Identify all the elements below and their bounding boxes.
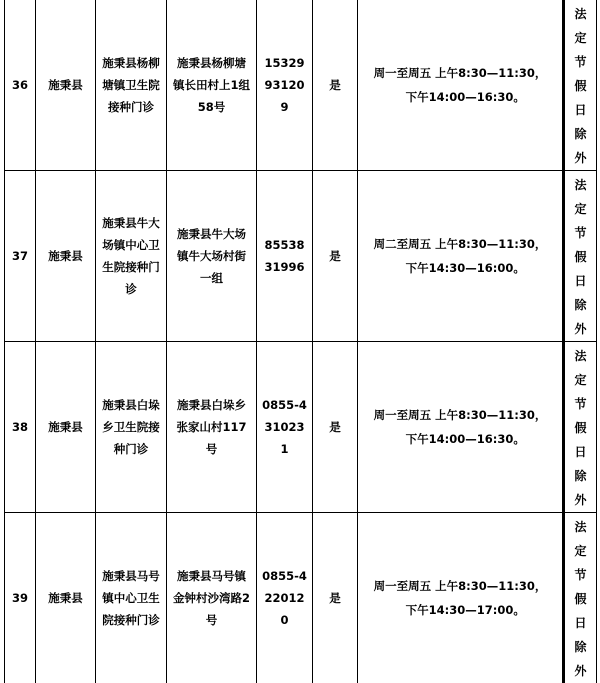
yes-cell: 是 bbox=[313, 342, 358, 513]
phone-cell: 0855-4220120 bbox=[257, 513, 313, 683]
note-char: 假 bbox=[565, 74, 596, 98]
county-cell: 施秉县 bbox=[36, 342, 96, 513]
phone-cell: 8553831996 bbox=[257, 171, 313, 342]
clinic-table bbox=[4, 0, 597, 683]
note-char: 日 bbox=[565, 611, 596, 635]
note-char: 节 bbox=[565, 221, 596, 245]
hours-text bbox=[374, 61, 547, 109]
note-char: 日 bbox=[565, 269, 596, 293]
address-cell: 施秉县马号镇金钟村沙湾路2号 bbox=[167, 513, 257, 683]
clinic-name-cell: 施秉县白垛乡卫生院接种门诊 bbox=[96, 342, 167, 513]
note-char: 定 bbox=[565, 368, 596, 392]
table-body bbox=[5, 0, 597, 683]
note-text bbox=[565, 173, 596, 341]
county-cell: 施秉县 bbox=[36, 513, 96, 683]
note-text bbox=[565, 2, 596, 170]
county-cell: 施秉县 bbox=[36, 171, 96, 342]
clinic-name-cell: 施秉县杨柳塘镇卫生院接种门诊 bbox=[96, 0, 167, 171]
note-char: 除 bbox=[565, 464, 596, 488]
address-cell: 施秉县杨柳塘镇长田村上1组58号 bbox=[167, 0, 257, 171]
note-char: 外 bbox=[565, 488, 596, 512]
note-char: 节 bbox=[565, 392, 596, 416]
note-cell bbox=[564, 513, 597, 683]
note-char: 假 bbox=[565, 416, 596, 440]
note-char: 外 bbox=[565, 317, 596, 341]
yes-cell: 是 bbox=[313, 0, 358, 171]
row-number: 38 bbox=[5, 342, 36, 513]
county-cell: 施秉县 bbox=[36, 0, 96, 171]
hours-text bbox=[374, 574, 547, 622]
note-char: 日 bbox=[565, 440, 596, 464]
hours-line-1: 周一至周五 上午8:30—11:30， bbox=[374, 403, 547, 427]
clinic-name-cell: 施秉县牛大场镇中心卫生院接种门诊 bbox=[96, 171, 167, 342]
note-char: 法 bbox=[565, 344, 596, 368]
hours-line-2: 下午14:00—16:30。 bbox=[374, 427, 547, 451]
hours-line-2: 下午14:30—17:00。 bbox=[374, 598, 547, 622]
note-text bbox=[565, 344, 596, 512]
hours-cell bbox=[358, 171, 564, 342]
hours-cell bbox=[358, 513, 564, 683]
table-row bbox=[5, 0, 597, 171]
note-char: 法 bbox=[565, 2, 596, 26]
row-number: 37 bbox=[5, 171, 36, 342]
hours-line-1: 周二至周五 上午8:30—11:30， bbox=[374, 232, 547, 256]
note-char: 节 bbox=[565, 50, 596, 74]
address-cell: 施秉县白垛乡张家山村117号 bbox=[167, 342, 257, 513]
hours-line-2: 下午14:00—16:30。 bbox=[374, 85, 547, 109]
hours-cell bbox=[358, 0, 564, 171]
hours-text bbox=[374, 232, 547, 280]
yes-cell: 是 bbox=[313, 513, 358, 683]
phone-cell: 15329931209 bbox=[257, 0, 313, 171]
yes-cell: 是 bbox=[313, 171, 358, 342]
note-char: 假 bbox=[565, 245, 596, 269]
note-char: 除 bbox=[565, 635, 596, 659]
note-char: 日 bbox=[565, 98, 596, 122]
phone-cell: 0855-4310231 bbox=[257, 342, 313, 513]
note-char: 外 bbox=[565, 146, 596, 170]
table-row bbox=[5, 513, 597, 683]
note-char: 法 bbox=[565, 515, 596, 539]
note-cell bbox=[564, 0, 597, 171]
hours-line-1: 周一至周五 上午8:30—11:30， bbox=[374, 61, 547, 85]
table-row bbox=[5, 171, 597, 342]
table-row bbox=[5, 342, 597, 513]
row-number: 36 bbox=[5, 0, 36, 171]
row-number: 39 bbox=[5, 513, 36, 683]
note-cell bbox=[564, 342, 597, 513]
note-char: 节 bbox=[565, 563, 596, 587]
note-char: 定 bbox=[565, 197, 596, 221]
note-char: 外 bbox=[565, 659, 596, 683]
hours-line-2: 下午14:30—16:00。 bbox=[374, 256, 547, 280]
note-cell bbox=[564, 171, 597, 342]
note-char: 除 bbox=[565, 293, 596, 317]
note-char: 定 bbox=[565, 539, 596, 563]
note-text bbox=[565, 515, 596, 683]
note-char: 定 bbox=[565, 26, 596, 50]
hours-cell bbox=[358, 342, 564, 513]
address-cell: 施秉县牛大场镇牛大场村街一组 bbox=[167, 171, 257, 342]
hours-line-1: 周一至周五 上午8:30—11:30， bbox=[374, 574, 547, 598]
hours-text bbox=[374, 403, 547, 451]
note-char: 法 bbox=[565, 173, 596, 197]
note-char: 除 bbox=[565, 122, 596, 146]
clinic-name-cell: 施秉县马号镇中心卫生院接种门诊 bbox=[96, 513, 167, 683]
note-char: 假 bbox=[565, 587, 596, 611]
